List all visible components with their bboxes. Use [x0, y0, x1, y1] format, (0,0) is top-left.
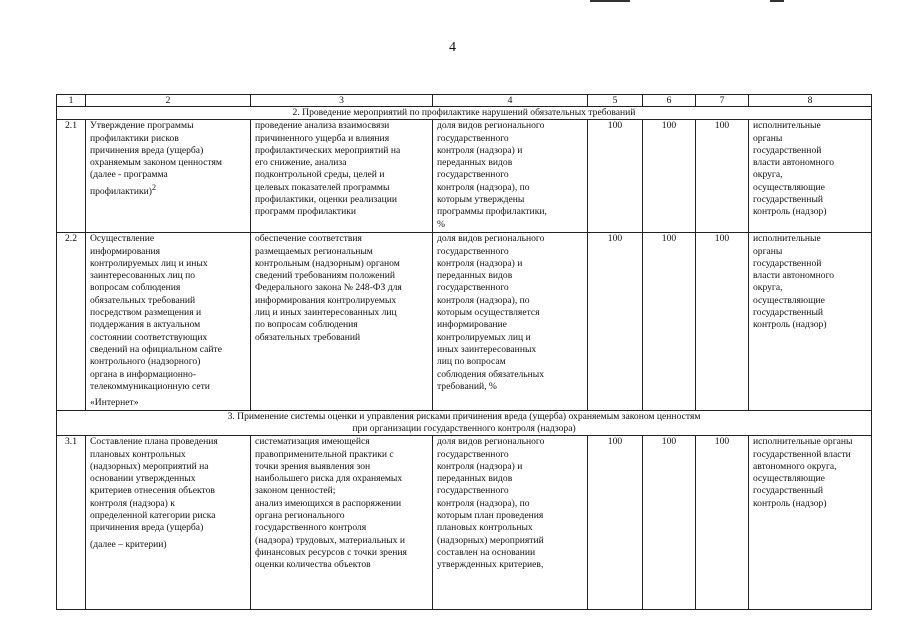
section-title: 3. Применение системы оценки и управления рисками причинения вреда (ущерба) охраняемым законом ценностям при организации государственного контроля (надзора) — [57, 410, 872, 436]
value-col-5: 100 — [588, 120, 643, 233]
header-cell: 7 — [696, 95, 749, 107]
header-cell: 3 — [251, 95, 433, 107]
row-number: 2.2 — [57, 233, 86, 410]
indicator-name: доля видов регионального государственного контроля (надзора) и переданных видов государственного контроля (надзора), по которым утверждены программы профилактики, % — [433, 120, 588, 233]
value-col-5: 100 — [588, 436, 643, 610]
value-col-7: 100 — [696, 233, 749, 410]
responsible-body: исполнительные органы государственной власти автономного округа, осуществляющие государственный контроль (надзор) — [749, 233, 872, 410]
value-col-6: 100 — [643, 120, 696, 233]
responsible-body: исполнительные органы государственной власти автономного округа, осуществляющие государственный контроль (надзор) — [749, 120, 872, 233]
scan-artifact — [770, 0, 784, 2]
measure-content: проведение анализа взаимосвязи причиненного ущерба и влияния профилактических мероприятий на его снижение, анализа подконтрольной среды, целей и целевых показателей программы профилактики, оценки реализации программ профилактики — [251, 120, 433, 233]
measure-name — [86, 233, 251, 410]
measures-table — [56, 94, 872, 610]
header-cell: 2 — [86, 95, 251, 107]
column-number-header — [57, 95, 872, 107]
indicator-name: доля видов регионального государственного контроля (надзора) и переданных видов государственного контроля (надзора), по которым план проведения плановых контрольных (надзорных) мероприятий составлен на основании утвержденных критериев, — [433, 436, 588, 610]
footnote-mark: 2 — [151, 182, 156, 192]
table-row — [57, 120, 872, 233]
measure-name-text: Составление плана проведения плановых контрольных (надзорных) мероприятий на основании утвержденных критериев отнесения объектов контроля (надзора) к определенной категории риска причинения вреда (ущерба) (далее – критерии) — [90, 436, 218, 550]
measure-name-text: Осуществление информирования контролируемых лиц и иных заинтересованных лиц по вопросам соблюдения обязательных требований посредством размещения и поддержания в актуальном состоянии соответствующих сведений на официальном сайте контрольного (надзорного) органа в информационно- телекоммуникационную сети «Интернет» — [90, 233, 222, 409]
header-cell: 5 — [588, 95, 643, 107]
responsible-body: исполнительные органы государственной власти автономного округа, осуществляющие государственный контроль (надзор) — [749, 436, 872, 610]
measure-content: обеспечение соответствия размещаемых региональным контрольным (надзорным) органом сведений требованиям положений Федерального закона № 248-ФЗ для информирования контролируемых лиц и иных заинтересованных лиц по вопросам соблюдения обязательных требований — [251, 233, 433, 410]
measure-name — [86, 436, 251, 610]
value-col-7: 100 — [696, 120, 749, 233]
value-col-6: 100 — [643, 436, 696, 610]
row-number: 3.1 — [57, 436, 86, 610]
table-row — [57, 436, 872, 610]
value-col-5: 100 — [588, 233, 643, 410]
measure-content: систематизация имеющейся правоприменительной практики с точки зрения выявления зон наибольшего риска для охраняемых законом ценностей; анализ имеющихся в распоряжении органа регионального государственного контроля (надзора) трудовых, материальных и финансовых ресурсов с точки зрения оценки количества объектов — [251, 436, 433, 610]
measure-name — [86, 120, 251, 233]
page-number: 4 — [449, 40, 456, 55]
header-cell: 6 — [643, 95, 696, 107]
header-cell: 1 — [57, 95, 86, 107]
measure-name-text: Утверждение программы профилактики рисков причинения вреда (ущерба) охраняемым законом ценностям (далее - программа профилактики) — [90, 120, 222, 197]
header-cell: 4 — [433, 95, 588, 107]
table-row — [57, 233, 872, 410]
scan-artifact — [590, 0, 630, 2]
section-header-row — [57, 410, 872, 436]
section-header-row — [57, 107, 872, 120]
value-col-7: 100 — [696, 436, 749, 610]
row-number: 2.1 — [57, 120, 86, 233]
indicator-name: доля видов регионального государственного контроля (надзора) и переданных видов государственного контроля (надзора), по которым осуществляется информирование контролируемых лиц и иных заинтересованных лиц по вопросам соблюдения обязательных требований, % — [433, 233, 588, 410]
header-cell: 8 — [749, 95, 872, 107]
value-col-6: 100 — [643, 233, 696, 410]
section-title: 2. Проведение мероприятий по профилактике нарушений обязательных требований — [57, 107, 872, 120]
